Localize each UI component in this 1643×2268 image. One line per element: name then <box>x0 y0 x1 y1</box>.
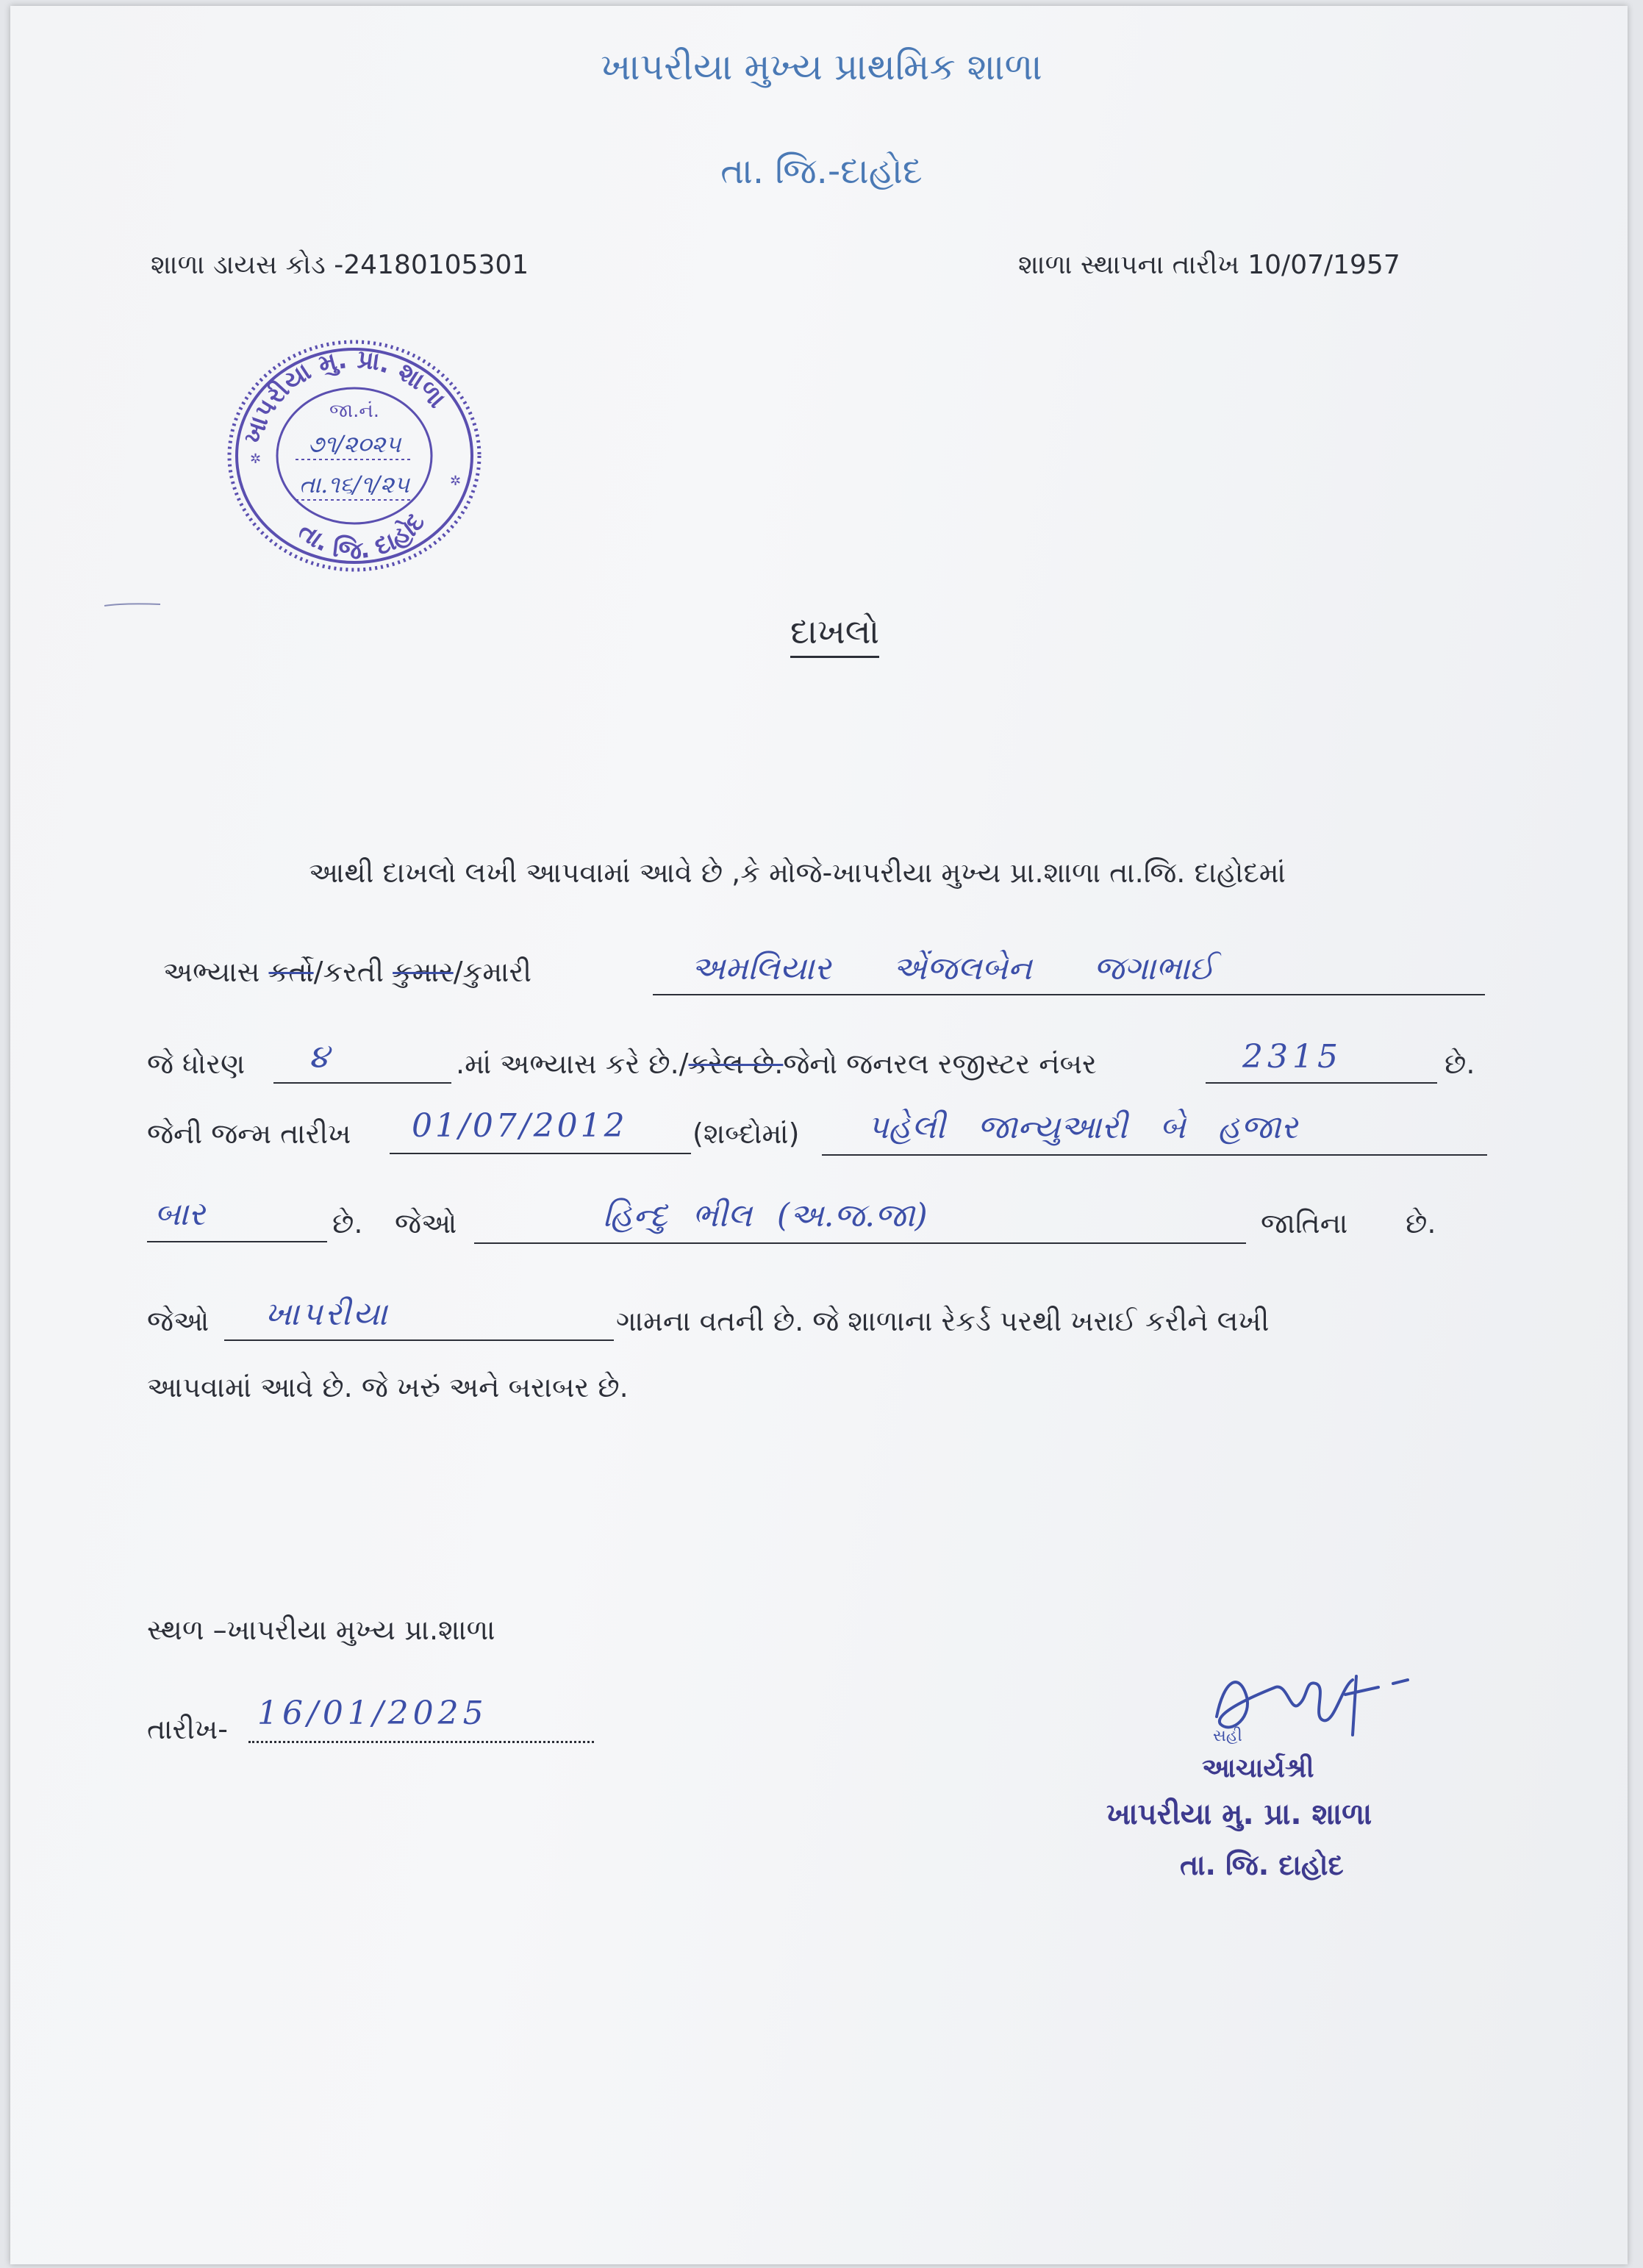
signature-sahi-text: સહી <box>1213 1727 1242 1745</box>
principal-place: તા. જિ. દાહોદ <box>1180 1849 1344 1881</box>
place-line: સ્થળ –ખાપરીયા મુખ્ય પ્રા.શાળા <box>147 1614 495 1646</box>
in-words-label: (શબ્દોમાં) <box>692 1117 800 1150</box>
date-dotted-line <box>248 1741 594 1743</box>
stamp-outer-bottom: તા. જિ. દાહોદ <box>293 507 432 566</box>
gr-underline <box>1206 1082 1437 1084</box>
issue-date: 16/01/2025 <box>257 1695 488 1732</box>
date-label: તારીખ- <box>147 1713 228 1745</box>
village-rest-text: ગામના વતની છે. જે શાળાના રેકર્ડ પરથી ખરાઈ કરીને લખી <box>616 1305 1270 1337</box>
jeo-1: જેઓ <box>395 1207 457 1239</box>
school-round-stamp <box>215 335 494 577</box>
kumar-struck: કુમાર <box>393 956 454 988</box>
school-name-heading: ખાપરીયા મુખ્ય પ્રાથમિક શાળા <box>601 46 1042 88</box>
student-name: અમલિયાર એંજલબેન જગાભાઈ <box>691 950 1215 987</box>
karto-struck: કર્તો <box>268 956 314 988</box>
gr-label: જેનો જનરલ રજીસ્ટર નંબર <box>783 1048 1097 1080</box>
slash-1: / <box>313 956 323 988</box>
caste-underline <box>474 1242 1246 1244</box>
dob-words-2-underline <box>147 1241 327 1242</box>
dise-code: શાળા ડાયસ કોડ -24180105301 <box>151 250 529 280</box>
name-underline <box>653 994 1485 995</box>
certificate-title: દાખલો <box>790 612 879 658</box>
principal-signature <box>1187 1665 1415 1746</box>
dob-value: 01/07/2012 <box>412 1107 628 1145</box>
std-middle-text: .માં અભ્યાસ કરે છે./ <box>456 1048 689 1080</box>
dob-words-1: પહેલી જાન્યુઆરી બે હજાર <box>867 1109 1298 1146</box>
village-underline <box>224 1339 614 1341</box>
stamp-inward-no: ૭૧/૨૦૨૫ <box>307 430 401 458</box>
principal-title: આચાર્યશ્રી <box>1202 1753 1314 1784</box>
che-2: છે. <box>332 1207 363 1239</box>
dob-label: જેની જન્મ તારીખ <box>147 1117 351 1150</box>
study-label: અભ્યાસ <box>163 956 260 988</box>
dob-words-2: બાર <box>154 1195 205 1233</box>
caste-value: હિન્દુ ભીલ (અ.જ.જા) <box>603 1197 928 1234</box>
std-label: જે ધોરણ <box>147 1048 246 1080</box>
stamp-star-right-icon: ✲ <box>450 473 462 489</box>
stamp-date: તા.૧૬/૧/૨૫ <box>299 471 409 498</box>
che-1: છે. <box>1445 1048 1475 1080</box>
gr-number: 2315 <box>1242 1038 1342 1076</box>
kumari-text: /કુમારી <box>453 956 531 988</box>
jeo-2: જેઓ <box>147 1305 210 1337</box>
dob-underline <box>390 1153 691 1154</box>
karti-text: કરતી <box>323 956 384 988</box>
std-gr-line <box>456 1048 1097 1081</box>
karel-che-struck: કરેલ છે. <box>688 1048 784 1080</box>
dob-words-underline <box>822 1154 1487 1156</box>
che-3: છે. <box>1406 1207 1436 1239</box>
stamp-star-left-icon: ✲ <box>250 451 262 467</box>
stamp-outer-top: ખાપરીયા મુ. પ્રા. શાળા <box>237 344 452 448</box>
establishment-date: શાળા સ્થાપના તારીખ 10/07/1957 <box>1018 250 1400 280</box>
certificate-intro-line: આથી દાખલો લખી આપવામાં આવે છે ,કે મોજે-ખાપરીયા મુખ્ય પ્રા.શાળા તા.જિ. દાહોદમાં <box>309 856 1286 889</box>
study-status-line <box>163 956 531 989</box>
certificate-last-line: આપવામાં આવે છે. જે ખરું અને બરાબર છે. <box>147 1371 629 1403</box>
std-underline <box>273 1082 451 1084</box>
caste-label: જાતિના <box>1261 1207 1348 1239</box>
std-value: ૪ <box>309 1038 329 1076</box>
school-taluka-district: તા. જિ.-દાહોદ <box>720 151 923 192</box>
stamp-inward-label: જા.નં. <box>329 400 380 422</box>
village-value: ખાપરીયા <box>265 1295 390 1333</box>
stray-ink-mark <box>103 603 162 607</box>
principal-school: ખાપરીયા મુ. પ્રા. શાળા <box>1106 1797 1372 1831</box>
